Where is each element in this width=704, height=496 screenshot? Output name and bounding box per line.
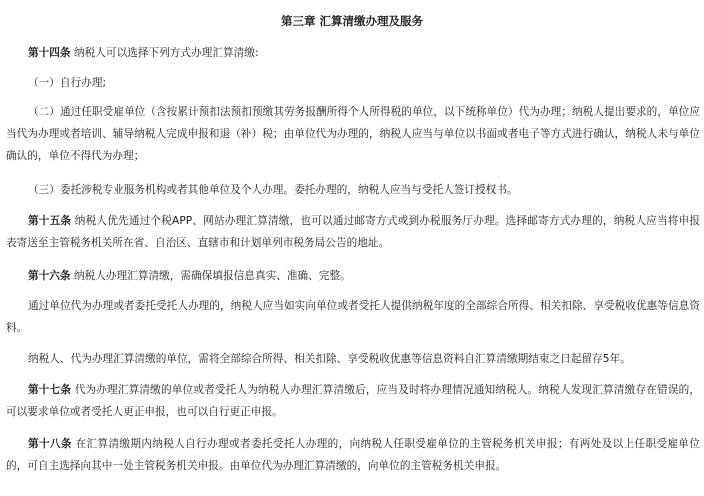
paragraph-article-16-retention (6, 348, 700, 370)
paragraph-option-3 (6, 179, 700, 201)
paragraph-article-18 (6, 433, 700, 477)
article-number: 第十四条 (28, 47, 71, 59)
paragraph-text: 纳税人可以选择下列方式办理汇算清缴: (70, 47, 259, 59)
article-number: 第十六条 (28, 270, 71, 282)
article-number: 第十五条 (28, 215, 72, 227)
paragraph-text: 代为办理汇算清缴的单位或者受托人为纳税人办理汇算清缴后，应当及时将办理情况通知纳税人。纳税人发现汇算清缴存在错误的，可以要求单位或者受托人更正申报，也可以自行更正申报。 (6, 384, 701, 418)
paragraph-text: （三）委托涉税专业服务机构或者其他单位及个人办理。委托办理的，纳税人应当与受托人签订授权书。 (28, 184, 518, 196)
paragraph-option-1 (6, 72, 700, 94)
chapter-title: 第三章 汇算清缴办理及服务 (280, 14, 423, 28)
paragraph-text: 纳税人、代为办理汇算清缴的单位，需将全部综合所得、相关扣除、享受税收优惠等信息资料自汇算清缴期结束之日起留存5年。 (28, 353, 631, 365)
paragraph-text: 纳税人办理汇算清缴，需确保填报信息真实、准确、完整。 (70, 270, 351, 282)
paragraph-text: 通过单位代为办理或者委托受托人办理的，纳税人应当如实向单位或者受托人提供纳税年度的全部综合所得、相关扣除、享受税收优惠等信息资料。 (6, 300, 700, 334)
article-number: 第十八条 (28, 438, 72, 450)
paragraph-option-2 (6, 101, 700, 167)
article-number: 第十七条 (28, 384, 72, 396)
paragraph-text: 纳税人优先通过个税APP、网站办理汇算清缴，也可以通过邮寄方式或到办税服务厅办理。选择邮寄方式办理的，纳税人应当将申报表寄送至主管税务机关所在省、自治区、直辖市和计划单列市税务局公告的地址。 (6, 215, 700, 249)
paragraph-article-15 (6, 210, 700, 254)
paragraph-article-16-detail (6, 295, 700, 339)
paragraph-text: 在汇算清缴期内纳税人自行办理或者委托受托人办理的，向纳税人任职受雇单位的主管税务机关申报；有两处及以上任职受雇单位的，可自主选择向其中一处主管税务机关申报。由单位代为办理汇算清缴的，向单位的主管税务机关申报。 (6, 438, 700, 472)
paragraph-article-14 (6, 42, 700, 64)
paragraph-article-17 (6, 379, 700, 423)
paragraph-article-16 (6, 265, 700, 287)
paragraph-text: （一）自行办理; (28, 77, 107, 89)
paragraph-text: （二）通过任职受雇单位（含按累计预扣法预扣预缴其劳务报酬所得个人所得税的单位，以下统称单位）代为办理；纳税人提出要求的，单位应当代为办理或者培训、辅导纳税人完成申报和退（补）税；由单位代为办理的，纳税人应当与单位以书面或者电子等方式进行确认，纳税人未与单位确认的，单位不得代为办理； (6, 106, 700, 162)
